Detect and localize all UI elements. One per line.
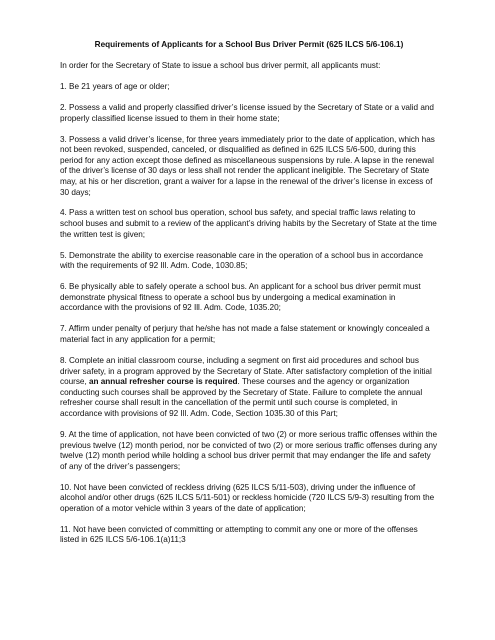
requirement-item-4: 4. Pass a written test on school bus operation, school bus safety, and special traffic laws relating to school buses and submit to a review of the applicant’s driving habits by the Secretary of State at the time the written test is given;: [60, 208, 437, 239]
requirement-item-3: 3. Possess a valid driver’s license, for three years immediately prior to the date of application, which has not been revoked, suspended, canceled, or disqualified as defined in 625 ILCS 5/6-500, during this period for any action except those defined as miscellaneous suspensions by rule. A lapse in the renewal of the driver’s license of 30 days or less shall not render the applicant ineligible. The Secretary of State may, at his or her discretion, grant a waiver for a lapse in the renewal of the driver’s license in excess of 30 days;: [60, 134, 435, 197]
requirement-item-8: [60, 356, 438, 420]
requirement-item-1: 1. Be 21 years of age or older;: [60, 81, 170, 91]
intro-paragraph: In order for the Secretary of State to issue a school bus driver permit, all applicants must:: [60, 60, 381, 70]
requirement-item-8-text-end: . These courses and the agency or organization conducting such courses shall be approved by the Secretary of State. Failure to complete the annual refresher course shall result in the cancellation of the permit until such course is completed, in accordance with provisions of 92 Ill. Adm. Code, Section 1035.30 of this Part;: [60, 377, 423, 418]
requirement-item-8-text-start: 8. Complete an initial classroom course, including a segment on first aid procedures and school bus driver safety, in a program approved by the Secretary of State. After satisfactory completion of the initial course,: [60, 355, 432, 387]
requirement-item-7: 7. Affirm under penalty of perjury that he/she has not made a false statement or knowingly concealed a material fact in any application for a permit;: [60, 324, 430, 344]
requirement-item-10: 10. Not have been convicted of reckless driving (625 ILCS 5/11-503), driving under the influence of alcohol and/or other drugs (625 ILCS 5/11-501) or reckless homicide (720 ILCS 5/9-3) resulting from the operation of a motor vehicle within 3 years of the date of application;: [60, 482, 435, 513]
requirement-item-6: 6. Be physically able to safely operate a school bus. An applicant for a school bus driver permit must demonstrate physical fitness to operate a school bus by undergoing a medical examination in accordance with the provisions of 92 Ill. Adm. Code, 1035.20;: [60, 282, 421, 313]
annual-refresher-emphasis: an annual refresher course is required: [88, 377, 238, 387]
requirement-item-9: 9. At the time of application, not have been convicted of two (2) or more serious traffic offenses within the previous twelve (12) month period, nor be convicted of two (2) or more serious traffic offenses during any twelve (12) month period while holding a school bus driver permit that may endanger the life and safety of any of the driver’s passengers;: [60, 429, 438, 471]
requirement-item-2: 2. Possess a valid and properly classified driver’s license issued by the Secretary of State or a valid and properly classified license issued to them in their home state;: [60, 102, 434, 123]
document-title: Requirements of Applicants for a School Bus Driver Permit (625 ILCS 5/6-106.1): [94, 40, 404, 49]
document-page: [60, 40, 438, 556]
requirement-item-5: 5. Demonstrate the ability to exercise reasonable care in the operation of a school bus in accordance with the requirements of 92 Ill. Adm. Code, 1030.85;: [60, 250, 423, 271]
requirement-item-11: 11. Not have been convicted of committing or attempting to commit any one or more of the offenses listed in 625 ILCS 5/6-106.1(a)11;3: [60, 524, 418, 545]
